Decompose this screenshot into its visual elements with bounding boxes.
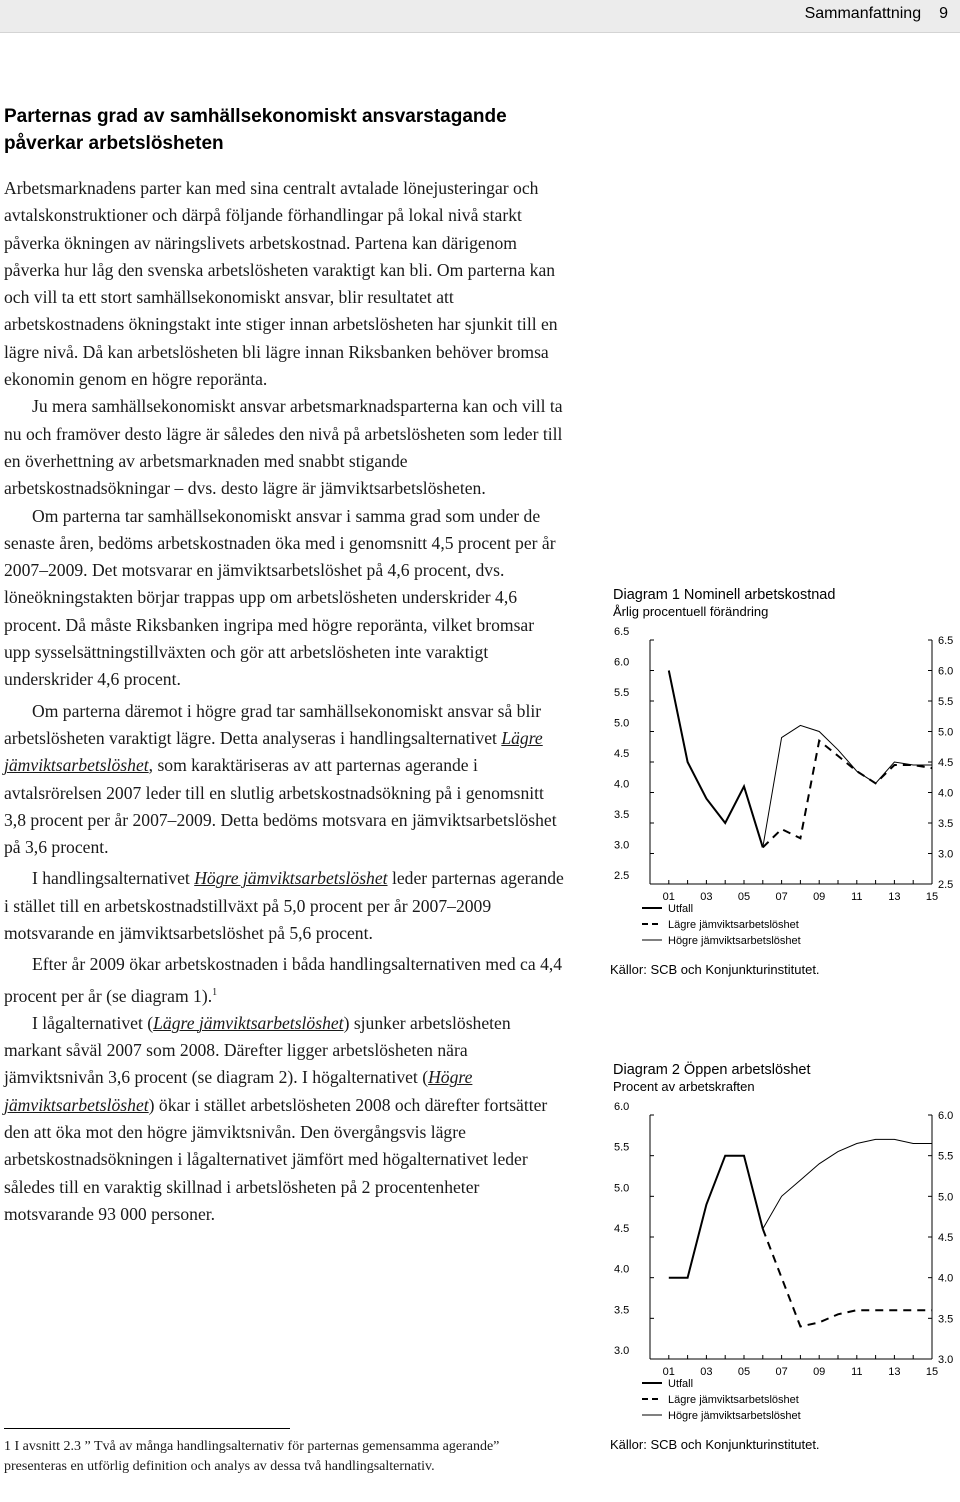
footnote-divider xyxy=(4,1428,290,1429)
diagram-2-y-tick-label-right: 4.5 xyxy=(938,1232,954,1244)
diagram-2-x-tick-label: 01 xyxy=(662,1366,675,1378)
diagram-2-y-tick-label-right: 3.0 xyxy=(938,1354,954,1366)
paragraph-3: Om parterna tar samhällsekonomiskt ansvar i samma grad som under de senaste åren, bedöms arbetskostnaden öka med i genomsnitt 4,5 procent per år 2007–2009. Det motsvarar en jämviktsarbetslöshet på 4,6 procent, dvs. löneökningstakten börjar trappas upp om arbetslösheten underskrider 4,6 procent. Då måste Riksbanken ingripa med högre reporänta, vilket bromsar upp sysselsättningstillväxten och gör att arbetslösheten inte varaktigt underskrider 4,6 procent. xyxy=(4,505,556,690)
diagram-2-y-tick-label-right: 3.5 xyxy=(938,1313,954,1326)
diagram-1-x-tick-label: 15 xyxy=(925,891,939,903)
diagram-1-x-tick-label: 03 xyxy=(700,891,713,903)
diagram-1-y-tick-label-right: 2.5 xyxy=(938,879,954,891)
diagram-1 xyxy=(610,587,960,977)
diagram-2-y-tick-label-left: 3.5 xyxy=(614,1304,630,1317)
diagram-2-y-tick-label-right: 5.5 xyxy=(938,1150,954,1163)
diagram-2-x-tick-label: 11 xyxy=(851,1366,863,1378)
body-text xyxy=(4,175,564,1228)
diagram-2-y-tick-label-left: 4.5 xyxy=(614,1223,630,1235)
diagram-2-title: Diagram 2 Öppen arbetslöshet xyxy=(613,1062,811,1078)
diagram-2-series-3-line xyxy=(763,1139,932,1229)
paragraph-7-text-a: I lågalternativet ( xyxy=(32,1012,154,1033)
diagram-1-series-1-line xyxy=(669,671,763,848)
diagram-2-y-tick-label-right: 4.0 xyxy=(938,1272,954,1285)
diagram-1-y-tick-label-left: 2.5 xyxy=(614,870,630,882)
paragraph-5-emphasis: Högre jämviktsarbetslöshet xyxy=(194,868,388,889)
diagram-2-y-tick-label-left: 5.0 xyxy=(614,1182,630,1195)
paragraph-4-emphasis: Lägre jämviktsarbetslöshet xyxy=(4,727,543,776)
diagram-2-x-tick-label: 03 xyxy=(700,1366,713,1378)
paragraph-7 xyxy=(4,1010,564,1228)
diagram-1-series-2-line xyxy=(763,741,932,848)
diagram-1-series-3-line xyxy=(763,725,932,847)
diagram-1-y-tick-label-left: 6.5 xyxy=(614,626,630,638)
paragraph-4-text-a: Om parterna däremot i högre grad tar samhällsekonomiskt ansvar så blir arbetslösheten varaktigt lägre. Detta analyseras i handlingsalternativet xyxy=(4,700,542,748)
paragraph-5-text-a: I handlingsalternativet xyxy=(32,868,195,889)
diagram-2-series-1-line xyxy=(669,1156,763,1278)
diagram-2 xyxy=(610,1062,960,1452)
footnote-ref: 1 xyxy=(212,986,218,998)
diagram-2-y-tick-label-left: 5.5 xyxy=(614,1141,630,1154)
diagram-2-x-tick-label: 13 xyxy=(888,1366,901,1378)
diagram-2-y-tick-label-right: 6.0 xyxy=(938,1110,954,1122)
section-title: Parternas grad av samhällsekonomiskt ansvarstagande påverkar arbetslösheten xyxy=(4,106,507,154)
diagram-2-legend-label-2: Lägre jämviktsarbetslöshet xyxy=(668,1394,799,1406)
diagram-1-x-tick-label: 07 xyxy=(775,891,788,903)
diagram-2-y-tick-label-left: 4.0 xyxy=(614,1263,630,1276)
diagram-1-y-tick-label-right: 5.5 xyxy=(938,696,954,708)
page-header xyxy=(0,0,960,33)
diagram-1-y-tick-label-left: 3.0 xyxy=(614,839,630,852)
paragraph-2: Ju mera samhällsekonomiskt ansvar arbetsmarknadsparterna kan och vill ta nu och framöver desto lägre är således den nivå på arbetslösheten som leder till en överhettning av arbetsmarknaden med snabbt stigande arbetskostnadsökningar – dvs. desto lägre är jämviktsarbetslösheten. xyxy=(4,396,563,499)
running-header xyxy=(805,5,948,23)
diagram-1-x-tick-label: 13 xyxy=(888,891,901,903)
paragraph-1: Arbetsmarknadens parter kan med sina centralt avtalade lönejusteringar och avtalskonstruktioner och därpå följande förhandlingar på lokal nivå starkt påverka ökningen av näringslivets arbetskostnad. Partena kan därigenom påverka hur låg den svenska arbetslösheten varaktigt kan bli. Om parterna kan och vill ta ett stort samhällsekonomiskt ansvar, blir resultatet att arbetskostnadens ökningstakt inte stiger innan arbetslösheten har sjunkit till en lägre nivå. Då kan arbetslösheten bli lägre innan Riksbanken behöver bromsa ekonomin genom en högre reporänta. xyxy=(4,178,558,390)
diagram-1-x-tick-label: 05 xyxy=(737,891,751,903)
diagram-2-y-tick-label-left: 6.0 xyxy=(614,1101,630,1113)
diagram-1-legend-label-1: Utfall xyxy=(668,903,694,915)
diagram-1-y-tick-label-right: 6.5 xyxy=(938,635,954,647)
diagram-1-title: Diagram 1 Nominell arbetskostnad xyxy=(613,587,836,603)
paragraph-4-text-b: , som karaktäriseras av att parternas agerande i avtalsrörelsen 2007 leder till en slutlig arbetskostnadsökning på i genomsnitt 3,8 procent per år 2007–2009. Detta bedöms motsvara en jämviktsarbetslöshet på 3,6 procent. xyxy=(4,755,557,858)
diagram-1-legend-label-2: Lägre jämviktsarbetslöshet xyxy=(668,919,799,931)
diagram-2-subtitle: Procent av arbetskraften xyxy=(613,1079,755,1094)
paragraph-7-emphasis-1: Lägre jämviktsarbetslöshet xyxy=(153,1012,344,1033)
diagram-1-y-tick-label-right: 5.0 xyxy=(938,726,954,739)
diagram-2-legend-label-1: Utfall xyxy=(668,1378,694,1390)
diagram-1-subtitle: Årlig procentuell förändring xyxy=(613,604,769,619)
diagram-1-source: Källor: SCB och Konjunkturinstitutet. xyxy=(610,962,820,977)
diagram-1-y-tick-label-right: 6.0 xyxy=(938,665,954,678)
paragraph-6 xyxy=(4,951,564,1009)
diagram-2-plot xyxy=(610,1097,960,1437)
diagram-2-x-tick-label: 15 xyxy=(925,1366,939,1378)
diagram-2-source: Källor: SCB och Konjunkturinstitutet. xyxy=(610,1437,820,1452)
diagram-2-series-2-line xyxy=(763,1229,932,1327)
diagram-2-legend-label-3: Högre jämviktsarbetslöshet xyxy=(668,1410,801,1422)
diagram-1-y-tick-label-left: 5.0 xyxy=(614,717,630,730)
diagram-1-y-tick-label-right: 4.0 xyxy=(938,787,954,800)
diagram-1-x-tick-label: 09 xyxy=(813,891,826,903)
diagram-1-y-tick-label-left: 5.5 xyxy=(614,687,630,699)
paragraph-7-text-b: ) sjunker arbetslösheten markant såväl 2007 som 2008. Därefter ligger arbetslösheten nära jämviktsnivån 3,6 procent (se diagram 2). I högalternativet ( xyxy=(4,1012,511,1088)
diagram-2-y-tick-label-left: 3.0 xyxy=(614,1345,630,1357)
paragraph-7-emphasis-2: Högre jämviktsarbetslöshet xyxy=(4,1067,473,1115)
paragraph-5-text-b: leder parternas agerande i stället till en arbetskostnadstillväxt på 5,0 procent per år 2007–2009 motsvarande en jämviktsarbetslöshet på 5,6 procent. xyxy=(4,868,564,944)
diagram-2-x-tick-label: 07 xyxy=(775,1366,788,1378)
diagram-1-y-tick-label-right: 3.5 xyxy=(938,818,954,830)
diagram-2-x-tick-label: 09 xyxy=(813,1366,826,1378)
diagram-1-y-tick-label-left: 4.5 xyxy=(614,748,630,760)
diagram-1-x-tick-label: 11 xyxy=(851,891,863,903)
diagram-1-plot xyxy=(610,622,960,962)
paragraph-4 xyxy=(4,698,564,862)
diagram-1-y-tick-label-left: 3.5 xyxy=(614,809,630,821)
diagram-1-y-tick-label-left: 6.0 xyxy=(614,656,630,669)
paragraph-6-text: Efter år 2009 ökar arbetskostnaden i båda handlingsalternativen med ca 4,4 procent per år (se diagram 1). xyxy=(4,954,563,1006)
diagram-1-y-tick-label-right: 4.5 xyxy=(938,757,954,769)
page-number: 9 xyxy=(939,5,948,22)
header-section-name: Sammanfattning xyxy=(804,5,922,22)
diagram-1-y-tick-label-left: 4.0 xyxy=(614,778,630,791)
diagram-1-legend-label-3: Högre jämviktsarbetslöshet xyxy=(668,935,801,947)
diagram-1-y-tick-label-right: 3.0 xyxy=(938,848,954,861)
diagram-1-x-tick-label: 01 xyxy=(662,891,675,903)
diagram-2-x-tick-label: 05 xyxy=(737,1366,751,1378)
diagram-2-y-tick-label-right: 5.0 xyxy=(938,1191,954,1204)
paragraph-5 xyxy=(4,865,564,947)
footnote: 1 I avsnitt 2.3 ” Två av många handlingsalternativ för parternas gemensamma agerande” presenteras en utförlig definition och analys av dessa två handlingsalternativ. xyxy=(4,1439,500,1474)
paragraph-7-text-c: ) ökar i stället arbetslösheten 2008 och därefter fortsätter den att öka mot den högre jämviktsnivån. Den övergångsvis lägre arbetskostnadsökningen i lågalternativet jämfört med högalternativet leder således till en varaktig skillnad i arbetslösheten på 2 procentenheter motsvarande 93 000 personer. xyxy=(4,1094,548,1224)
